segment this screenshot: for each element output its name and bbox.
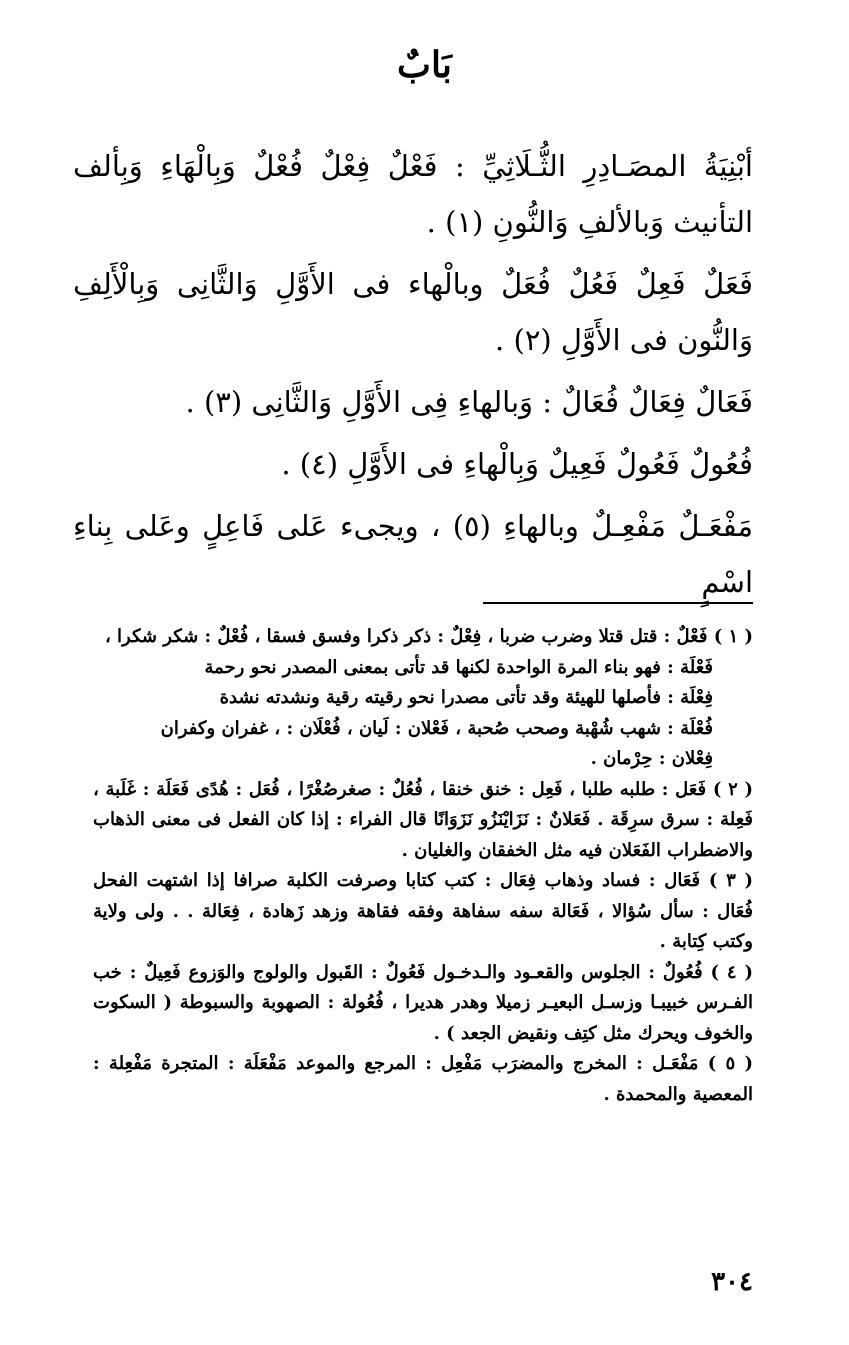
footnote-line: فَعْلَة : فهو بناء المرة الواحدة لكنها قد تأتى بمعنى المصدر نحو رحمة — [204, 656, 713, 678]
main-paragraph: مَفْعَـلٌ مَفْعِـلٌ وبالهاءِ (٥) ، ويجىء عَلى فَاعِلٍ وعَلى بِناءِ اسْمٍ — [73, 509, 753, 599]
main-text — [73, 138, 753, 616]
footnote-line: فِعْلان : حِرْمان . — [590, 748, 713, 769]
footnote-line: فِعْلَة : فأصلها للهيئة وقد تأتى مصدرا نحو رقيته رقية ونشدته نشدة — [219, 687, 713, 708]
chapter-heading: بَابٌ — [397, 44, 452, 86]
page-number: ٣٠٤ — [711, 1267, 753, 1297]
footnote-line: ( ٥ ) مَفْعَـل : المخرج والمضرَب مَفْعِل : المرجع والموعد مَفْعَلَة : المتجرة مَفْعِلة : المعصية والمحمدة . — [93, 1053, 753, 1105]
footnote-line: فُعْلَة : شهب شُهْبة وصحب صُحبة ، فَعْلان : لَيان ، فُعْلَان : ، غفران وكفران — [160, 717, 713, 739]
footnote-divider — [483, 602, 753, 604]
footnotes — [93, 622, 753, 1110]
main-paragraph: فَعَالٌ فِعَالٌ فُعَالٌ : وَبالهاءِ فِى الأَوَّلِ وَالثَّانِى (٣) . — [185, 385, 753, 419]
footnote-line: ( ٤ ) فُعُولٌ : الجلوس والقعـود والـدخـول فَعُولٌ : القَبول والولوج والوَزوع فَعِيلٌ : خب الفـرس خبيبـا وزسـل البعيـر زميلا وهدر هديرا ، فُعُولة : الصهوبة والسبوطة ( السكوت والخوف ويحرك مثل كتِف ونقيض الجعد ) . — [93, 961, 753, 1044]
main-paragraph: أبْنِيَةُ المصَـادِرِ الثُّـلَاثِيِّ : فَعْلٌ فِعْلٌ فُعْلٌ وَبِالْهَاءِ وَبِألف التأنيث وَبالألفِ وَالنُّونِ (١) . — [73, 149, 753, 239]
main-paragraph: فُعُولٌ فَعُولٌ فَعِيلٌ وَبِالْهاءِ فى الأَوَّلِ (٤) . — [281, 447, 753, 481]
footnote-line: ( ١ ) فَعْلٌ : قتل قتلا وضرب ضربا ، فِعْلٌ : ذكر ذكرا وفسق فسقا ، فُعْلٌ : شكر شكرا ، — [104, 626, 753, 647]
footnote-line: ( ٢ ) فَعَل : طلبه طلبا ، فَعِل : خنق خنقا ، فُعُلٌ : صغرصُغْرًا ، فُعَل : هُدًى فَعَلَة : غَلَبة ، فَعِلة : سرق سرِقَة . فَعَلانٌ : نَزَايْنَزُو نَزَوَانًا قال الفراء : إذا كان الفعل فى معنى الذهاب والاضطراب الفَعَلان فيه مثل الخفقان والغليان . — [93, 778, 753, 861]
main-paragraph: فَعَلٌ فَعِلٌ فَعُلٌ فُعَلٌ وبالْهاء فى الأَوَّلِ وَالثَّانِى وَبِالْأَلِفِ وَالنُّون فى الأَوَّلِ (٢) . — [73, 267, 753, 357]
footnote-line: ( ٣ ) فَعَال : فساد وذهاب فِعَال : كتب كتابا وصرفت الكلبة صرافا إذا اشتهت الفحل فُعَال : سأل سُؤالا ، فَعَالة سفه سفاهة وفقه فقاهة وزهد زَهادة ، فِعَالة . . ولى ولاية وكتب كِتابة . — [93, 870, 753, 952]
